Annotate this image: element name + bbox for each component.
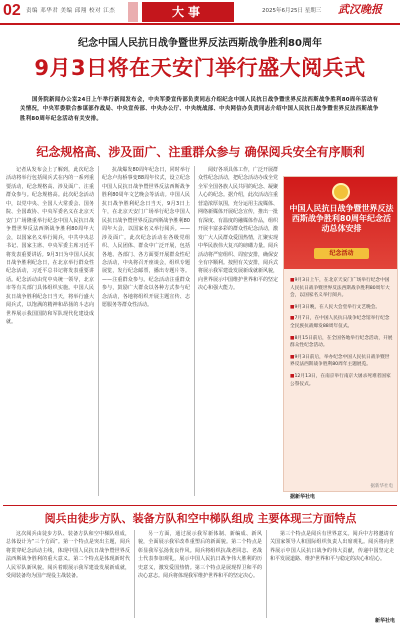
emblem-icon: [332, 183, 350, 201]
column-divider: [134, 530, 135, 618]
kicker: 纪念中国人民抗日战争暨世界反法西斯战争胜利80周年: [78, 38, 322, 49]
section-rule: [3, 505, 397, 506]
byline: 据新华社电: [290, 494, 316, 500]
issue-date: 2025年6月25日 星期三: [262, 8, 322, 14]
column-divider: [98, 166, 99, 496]
box-item: ■9月3日晚，在人民大会堂举行文艺晚会。: [290, 304, 381, 310]
column-4: 这次阅兵由徒步方队、装备方队和空中梯队组成，总体设计为“三个方面”。第一个特点是突出主题，阅兵将贯穿纪念活动主线，体现中国人民抗日战争暨世界反法西斯战争胜利的重大意义。第二个特点是体现新时代人民军队新风貌。阅兵着眼展示我军建设发展新成就，受阅装备均为国产现役主战装备。: [6, 531, 130, 580]
box-title: 中国人民抗日战争暨世界反法西斯战争胜利80周年纪念活动总体安排: [289, 204, 394, 233]
box-item: ■9月3日前后，举办纪念中国人民抗日战争暨世界反法西斯战争胜利80周年主题展览。: [290, 354, 390, 368]
box-banner: [284, 177, 398, 269]
column-divider: [266, 530, 267, 618]
subheadline-2: 阅兵由徒步方队、装备方队和空中梯队组成 主要体现三方面特点: [44, 512, 357, 525]
box-source: 据新华社电: [370, 484, 393, 489]
box-item: ■12月13日，在南京举行南京大屠杀死难者国家公祭仪式。: [290, 373, 391, 387]
column-6: 第三个特点是阅兵有世界意义。阅兵中方将邀请有关国家领导人和国际组织负责人出席观礼。阅兵将向世界展示中国人民抗日战争的伟大贡献，传递中国坚定走和平发展道路、维护世界和平与稳定的决心和信心。: [270, 531, 394, 563]
column-5: 另一方面，通过展示我军新体制、新编成、新风貌，全面展示我军改革重塑后的新面貌。第二个特点是彰显我军弘扬优良作风。阅兵将组织抗战老同志、老战士代表参加观礼，展示中国人民抗日战争伟大胜利的历史意义，激发爱国热情。第三个特点是展现捍卫和平的决心意志。阅兵将体现我军维护世界和平的坚定决心。: [138, 531, 262, 580]
lead-paragraph: 国务院新闻办公室24日上午举行新闻发布会，中央军委宣传部负责同志介绍纪念中国人民抗日战争暨世界反法西斯战争胜利80周年活动有关情况，中央军委联合参谋部作战局、中央宣传部、中央办公厅、中央统战部、中央网信办负责同志介绍中国人民抗日战争暨世界反法西斯战争胜利80周年纪念活动有关安排。: [20, 97, 379, 122]
byline-2: 新华社电: [374, 618, 395, 624]
box-item: ■9月3日上午，在北京天安门广场举行纪念中国人民抗日战争暨世界反法西斯战争胜利80周年大会，以国家名义举行阅兵。: [290, 278, 390, 299]
headline: 9月3日将在天安门举行盛大阅兵式: [34, 56, 366, 80]
box-tag: 纪念活动: [314, 248, 369, 259]
edition-info: 责编 邓华君 美编 邱翔 校对 江杰: [26, 8, 116, 14]
column-2: 抗战爆发80周年纪念日，同时举行纪念卢沟桥事变88周年仪式，设立纪念中国人民抗日战争暨世界反法西斯战争胜利80周年文艺晚会等活动。中国人民抗日战争胜利纪念日当天，9月3日上午，在北京天安门广场举行纪念中国人民抗日战争暨世界反法西斯战争胜利80周年大会，以国家名义举行阅兵。——涉及面广。此次纪念活动在各级党组织、人民团体、群众中广泛开展，包括各地、各部门、各方面要开展群众性纪念活动，中央将召开座谈会，组织专题展览，发行纪念邮票，播出专题片等。——注重群众参与。纪念活动注重群众参与，鼓励广大群众以各种方式参与纪念活动，各地将组织开展主题宣传、志愿服务等群众性活动。: [102, 167, 190, 309]
column-1: 记者从发布会上了解到，此次纪念活动将举行包括阅兵式在内的一系列重要活动，纪念规格高、涉及面广、注重群众参与。纪念规格高。此次纪念活动中，以党中央、全国人大常委会、国务院、全国政协、中央军委名义在北京天安门广场隆重举行纪念中国人民抗日战争暨世界反法西斯战争胜利80周年大会，以国家名义举行阅兵，中共中央总书记、国家主席、中央军委主席习近平将发表重要讲话。9月3日为中国人民抗日战争胜利纪念日，在北京举行群众性纪念活动，习近平总书记将发表重要讲话。纪念活动由党中央统一领导，北京市等有关部门具体组织实施。中国人民抗日战争胜利纪念日当天，将举行盛大阅兵式，以饱满的精神和昂扬的斗志向世界展示我国国防和军队现代化建设成就。: [6, 167, 94, 326]
column-3: 阅好各项具体工作，广泛开展群众性纪念活动，把纪念活动办成全党全军全国各族人民共同的纪念、凝聚人心的纪念。据介绍，此次活动注重营造浓厚氛围，充分运用主流媒体、网络新媒体开展纪念宣传，推出一批有深度、有温度的融媒体作品，组织开展丰富多彩的群众性纪念活动，激发广大人民群众爱国热情，汇聚实现中华民族伟大复兴的磅礴力量。阅兵活动将严密组织、周密安排，确保安全有序顺利。按照有关安排，阅兵式将展示我军建设发展新成就新风貌，向世界展示中国维护世界和平的坚定决心和强大能力。: [198, 167, 278, 292]
box-item: ■7月7日，在中国人民抗日战争纪念馆举行纪念全民族抗战爆发88周年仪式。: [290, 316, 390, 329]
subheadline-1: 纪念规格高、涉及面广、注重群众参与 确保阅兵安全有序顺利: [36, 145, 365, 159]
page-number: 02: [3, 2, 21, 19]
timeline-box: [283, 176, 398, 492]
column-divider: [194, 166, 195, 496]
section-label: 大事: [142, 2, 234, 22]
box-body: [290, 277, 394, 392]
header-rule: [0, 23, 400, 25]
newspaper-logo: 武汉晚报: [338, 3, 382, 16]
section-decoration: [128, 2, 138, 22]
box-item: ■8月15日前后，在全国各地举行纪念活动，开展群众性纪念活动。: [290, 335, 393, 349]
